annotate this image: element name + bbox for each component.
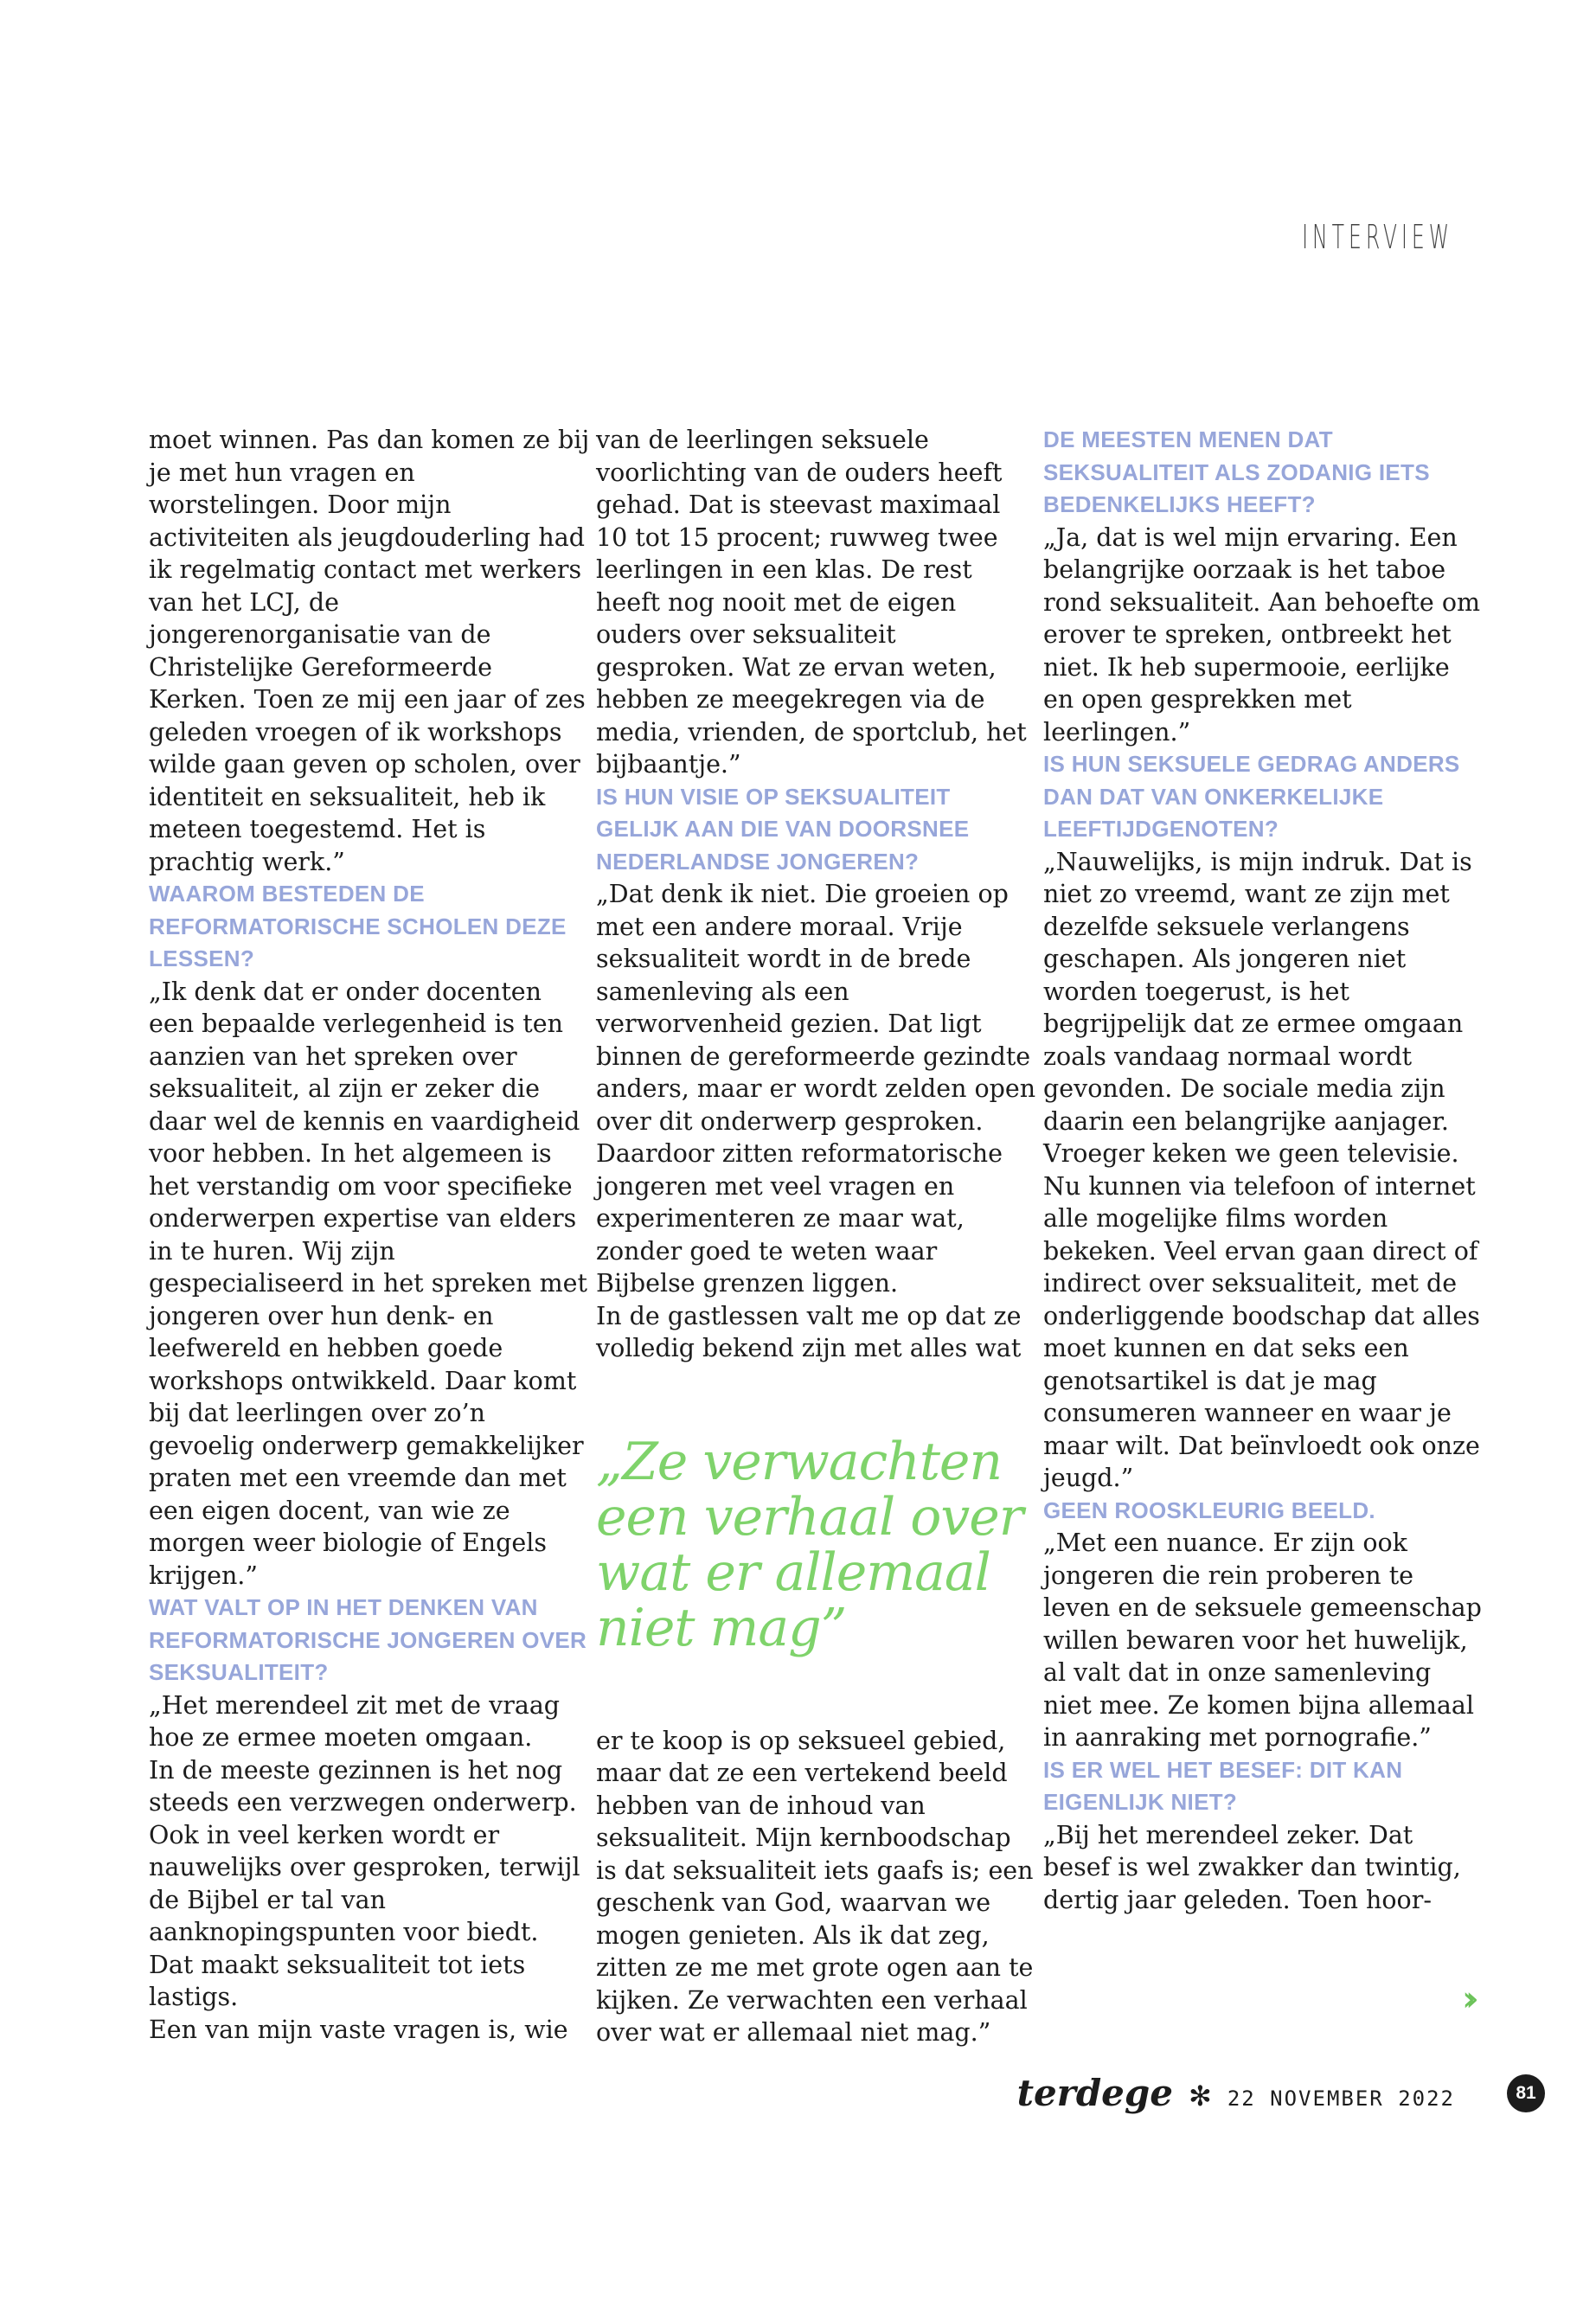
paragraph: „Met een nuance. Er zijn ook jongeren die rein proberen te leven en de seksuele gemeenschap willen bewaren voor het huwelijk, al valt dat in onze samenleving niet mee. Ze komen bijna allemaal in aanraking met pornografie.” (1043, 1529, 1482, 1752)
paragraph: Een van mijn vaste vragen is, wie (149, 2015, 568, 2044)
paragraph: moet winnen. Pas dan komen ze bij je met hun vragen en worstelingen. Door mijn activiteiten als jeugdouderling had ik regelmatig contact met werkers van het LCJ, de jongerenorganisatie van de Christelijke Gereformeerde Kerken. Toen ze mij een jaar of zes geleden vroegen of ik workshops wilde gaan geven op scholen, over identiteit en seksualiteit, heb ik meteen toegestemd. Het is prachtig werk.” (149, 426, 590, 876)
paragraph: van de leerlingen seksuele voorlichting van de ouders heeft gehad. Dat is steevast maximaal 10 tot 15 procent; ruwweg twee leerlingen in een klas. De rest heeft nog nooit met de eigen ouders over seksualiteit gesproken. Wat ze ervan weten, hebben ze meegekregen via de media, vrienden, de sportclub, het bijbaantje.” (596, 426, 1027, 779)
question-heading: WAAROM BESTEDEN DE REFORMATORISCHE SCHOLEN DEZE LESSEN? (149, 881, 567, 971)
double-chevron-right-icon: ›› (1462, 1979, 1469, 2019)
section-label: INTERVIEW (1302, 218, 1453, 256)
page-footer (1017, 2072, 1455, 2114)
question-heading: IS HUN SEKSUELE GEDRAG ANDERS DAN DAT VAN ONKERKELIJKE LEEFTIJDGENOTEN? (1043, 751, 1460, 842)
question-heading: DE MEESTEN MENEN DAT SEKSUALITEIT ALS ZODANIG IETS BEDENKELIJKS HEEFT? (1043, 426, 1430, 517)
paragraph: „Bij het merendeel zeker. Dat besef is wel zwakker dan twintig, dertig jaar geleden. Toen hoor- (1043, 1820, 1461, 1914)
paragraph: „Ja, dat is wel mijn ervaring. Een belangrijke oorzaak is het taboe rond seksualiteit. Aan behoefte om erover te spreken, ontbreekt het niet. Ik heb supermooie, eerlijke en open gesprekken met leerlingen.” (1043, 522, 1480, 747)
paragraph: „Dat denk ik niet. Die groeien op met een andere moraal. Vrije seksualiteit wordt in de brede samenleving als een verworvenheid gezien. Dat ligt binnen de gereformeerde gezindte anders, maar er wordt zelden open over dit onderwerp gesproken. Daardoor zitten reformatorische jongeren met veel vragen en experimenteren ze maar wat, zonder goed te weten waar Bijbelse grenzen liggen. (596, 880, 1036, 1298)
issue-date: 22 NOVEMBER 2022 (1227, 2086, 1455, 2111)
page-number: 81 (1507, 2074, 1545, 2112)
article-column-1 (149, 424, 590, 2046)
question-heading: GEEN ROOSKLEURIG BEELD. (1043, 1497, 1375, 1523)
magazine-brand: terdege (1016, 2072, 1173, 2114)
question-heading: IS ER WEL HET BESEF: DIT KAN EIGENLIJK NIET? (1043, 1756, 1403, 1815)
asterisk-icon: ✻ (1189, 2080, 1212, 2112)
paragraph: „Ik denk dat er onder docenten een bepaalde verlegenheid is ten aanzien van het spreken over seksualiteit, al zijn er zeker die daar wel de kennis en vaardigheid voor hebben. In het algemeen is het verstandig om voor specifieke onderwerpen expertise van elders in te huren. Wij zijn gespecialiseerd in het spreken met jongeren over hun denk- en leefwereld en hebben goede workshops ontwikkeld. Daar komt bij dat leerlingen over zo’n gevoelig onderwerp gemakkelijker praten met een vreemde dan met een eigen docent, van wie ze morgen weer biologie of Engels krijgen.” (149, 977, 587, 1590)
paragraph: In de meeste gezinnen is het nog steeds een verzwegen onderwerp. Ook in veel kerken wordt er nauwelijks over gesproken, terwijl de Bijbel er tal van aanknopingspunten voor biedt. Dat maakt seksualiteit tot iets lastigs. (149, 1755, 580, 2011)
paragraph: er te koop is op seksueel gebied, maar dat ze een vertekend beeld hebben van de inhoud van seksualiteit. Mijn kernboodschap is dat seksualiteit iets gaafs is; een geschenk van God, waarvan we mogen genieten. Als ik dat zeg, zitten ze me met grote ogen aan te kijken. Ze verwachten een verhaal over wat er allemaal niet mag.” (596, 1726, 1034, 2047)
article-column-3 (1043, 424, 1484, 1916)
paragraph: „Nauwelijks, is mijn indruk. Dat is niet zo vreemd, want ze zijn met dezelfde seksuele verlangens geschapen. Als jongeren niet worden toegerust, is het begrijpelijk dat ze ermee omgaan zoals vandaag normaal wordt gevonden. De sociale media zijn daarin een belangrijke aanjager. Vroeger keken we geen televisie. Nu kunnen via telefoon of internet alle mogelijke films worden bekeken. Veel ervan gaan direct of indirect over seksualiteit, met de onderliggende boodschap dat alles moet kunnen en dat seks een genotsartikel is dat je mag consumeren wanneer en waar je maar wilt. Dat beïnvloedt ook onze jeugd.” (1043, 847, 1480, 1492)
pull-quote: „Ze verwachten een verhaal over wat er allemaal niet mag” (596, 1431, 1023, 1658)
question-heading: WAT VALT OP IN HET DENKEN VAN REFORMATORISCHE JONGEREN OVER SEKSUALITEIT? (149, 1594, 587, 1685)
article-column-2 (596, 424, 1037, 2049)
paragraph: In de gastlessen valt me op dat ze volledig bekend zijn met alles wat (596, 1301, 1022, 1362)
question-heading: IS HUN VISIE OP SEKSUALITEIT GELIJK AAN DIE VAN DOORSNEE NEDERLANDSE JONGEREN? (596, 783, 970, 875)
paragraph: „Het merendeel zit met de vraag hoe ze ermee moeten omgaan. (149, 1690, 561, 1752)
